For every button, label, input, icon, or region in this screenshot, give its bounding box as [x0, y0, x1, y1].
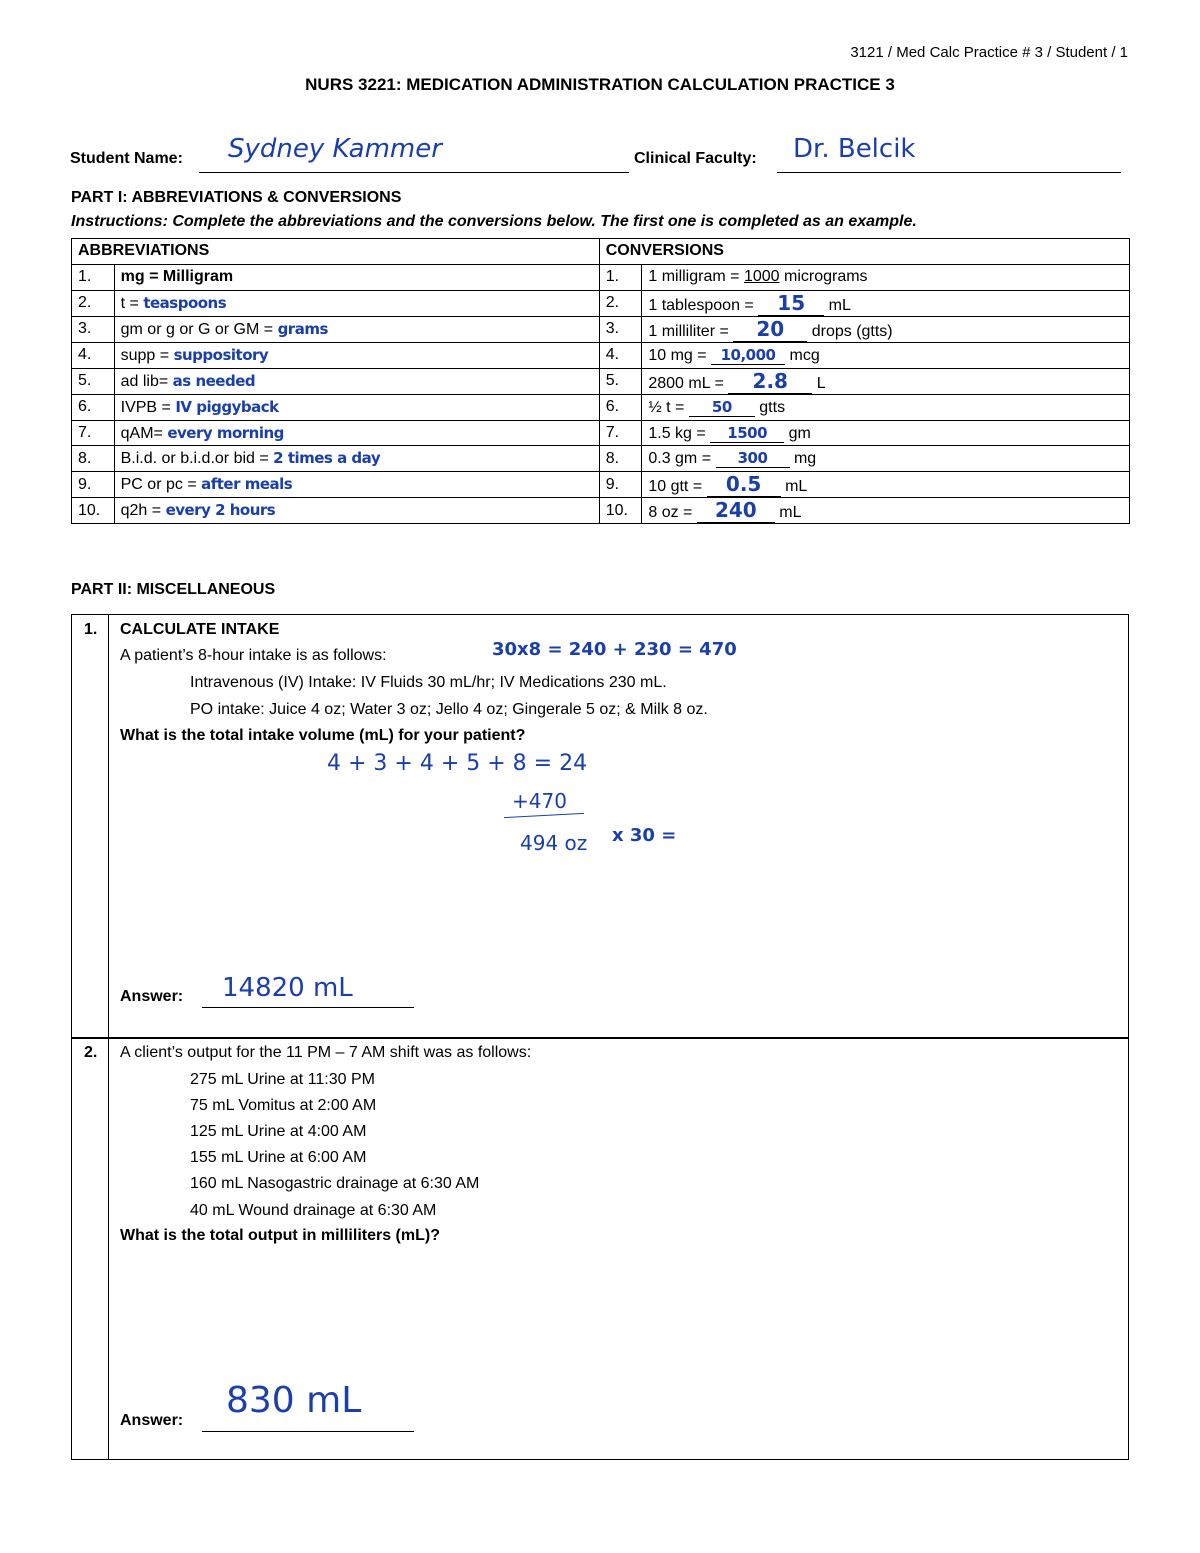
row-number: 4. — [599, 342, 642, 368]
abbreviation-answer: teaspoons — [143, 293, 227, 312]
abbreviation-cell — [114, 264, 599, 290]
table-row — [72, 420, 1130, 446]
abbreviation-cell — [114, 290, 599, 316]
conversion-unit: mcg — [789, 346, 820, 364]
answer-label: Answer: — [120, 988, 184, 1005]
conversion-prompt: 10 mg = — [648, 346, 707, 364]
abbreviation-cell — [114, 472, 599, 498]
handwritten-work: 4 + 3 + 4 + 5 + 8 = 24 — [327, 751, 588, 776]
conversion-prompt: 1.5 kg = — [648, 424, 706, 442]
conversion-prompt: 10 gtt = — [648, 478, 703, 496]
handwritten-work: x 30 = — [612, 825, 677, 846]
question-1-line2: Intravenous (IV) Intake: IV Fluids 30 mL/hr; IV Medications 230 mL. — [190, 674, 667, 691]
part1-heading: PART I: ABBREVIATIONS & CONVERSIONS — [71, 189, 402, 206]
abbreviation-answer: after meals — [201, 475, 293, 494]
abbreviation-cell — [114, 446, 599, 472]
output-item: 155 mL Urine at 6:00 AM — [190, 1149, 367, 1166]
student-name-label: Student Name: — [70, 150, 183, 167]
conversion-cell — [642, 420, 1130, 446]
page-title: NURS 3221: MEDICATION ADMINISTRATION CALCULATION PRACTICE 3 — [305, 75, 895, 94]
conversion-answer: 300 — [716, 449, 790, 468]
conversion-answer: 1000 — [743, 268, 780, 286]
conversion-cell — [642, 368, 1130, 394]
conversion-unit: gtts — [759, 398, 786, 416]
abbreviation-answer: IV piggyback — [175, 397, 279, 416]
row-number: 7. — [599, 420, 642, 446]
table-row — [72, 472, 1130, 498]
question-1-question: What is the total intake volume (mL) for your patient? — [120, 727, 526, 744]
row-number: 3. — [599, 316, 642, 342]
question-number: 1. — [72, 615, 109, 1038]
abbreviation-prompt: B.i.d. or b.i.d.or bid = — [120, 450, 269, 468]
answer-value: 14820 mL — [222, 973, 353, 1003]
conversion-answer: 10,000 — [711, 346, 785, 365]
abbreviation-prompt: q2h = — [120, 502, 162, 520]
student-name-line — [199, 172, 629, 173]
clinical-faculty-value: Dr. Belcik — [793, 134, 916, 164]
abbreviation-answer: grams — [277, 319, 328, 338]
abbreviation-answer: 2 times a day — [273, 449, 381, 468]
question-number: 2. — [72, 1038, 109, 1459]
abbreviation-cell — [114, 420, 599, 446]
conversion-answer: 240 — [697, 498, 775, 523]
abbreviation-prompt: gm or g or G or GM = — [120, 320, 274, 338]
row-number: 5. — [72, 368, 115, 394]
row-number: 8. — [599, 446, 642, 472]
question-2-question: What is the total output in milliliters (mL)? — [120, 1227, 440, 1244]
table-row — [72, 498, 1130, 524]
conversion-cell — [642, 498, 1130, 524]
row-number: 10. — [599, 498, 642, 524]
abbreviation-prompt: supp = — [120, 346, 170, 364]
clinical-faculty-label: Clinical Faculty: — [634, 150, 757, 167]
abbreviation-prompt: t = — [120, 294, 139, 312]
row-number: 5. — [599, 368, 642, 394]
abbreviation-answer: as needed — [172, 371, 256, 390]
conversion-unit: drops (gtts) — [811, 322, 893, 340]
abbreviation-answer: every 2 hours — [165, 501, 276, 520]
conversion-prompt: 8 oz = — [648, 504, 693, 522]
conversion-prompt: 1 tablespoon = — [648, 296, 754, 314]
conversion-cell — [642, 316, 1130, 342]
conversion-answer: 2.8 — [728, 369, 812, 394]
row-number: 10. — [72, 498, 115, 524]
output-item: 75 mL Vomitus at 2:00 AM — [190, 1097, 377, 1114]
conversion-cell — [642, 472, 1130, 498]
conversion-unit: mL — [828, 296, 851, 314]
answer-line — [202, 1431, 414, 1432]
output-item: 125 mL Urine at 4:00 AM — [190, 1123, 367, 1140]
answer-line — [202, 1007, 414, 1008]
handwritten-rule — [504, 813, 584, 818]
conversion-unit: mL — [785, 478, 808, 496]
conversion-prompt: 0.3 gm = — [648, 450, 712, 468]
table-row — [72, 264, 1130, 290]
conversion-prompt: 2800 mL = — [648, 374, 724, 392]
conversion-unit: L — [816, 374, 826, 392]
conversion-unit: micrograms — [783, 268, 868, 286]
row-number: 9. — [72, 472, 115, 498]
part1-instructions: Instructions: Complete the abbreviations and the conversions below. The first one is completed as an example. — [71, 213, 917, 230]
page-reference: 3121 / Med Calc Practice # 3 / Student / 1 — [850, 44, 1128, 61]
handwritten-work: 30x8 = 240 + 230 = 470 — [492, 639, 737, 660]
abbreviations-conversions-table — [71, 238, 1130, 524]
question-1-line3: PO intake: Juice 4 oz; Water 3 oz; Jello 4 oz; Gingerale 5 oz; & Milk 8 oz. — [190, 701, 708, 718]
abbreviation-prompt: qAM= — [120, 424, 163, 442]
handwritten-work: 494 oz — [520, 831, 588, 855]
table-row — [72, 316, 1130, 342]
abbreviation-answer: every morning — [167, 423, 284, 442]
row-number: 1. — [72, 264, 115, 290]
row-number: 6. — [599, 394, 642, 420]
abbreviation-cell — [114, 342, 599, 368]
conversion-answer: 20 — [733, 317, 807, 342]
handwritten-work: +470 — [512, 789, 567, 813]
table-row — [72, 290, 1130, 316]
conversions-header: CONVERSIONS — [599, 239, 1129, 265]
conversion-answer: 15 — [758, 291, 824, 316]
part2-heading: PART II: MISCELLANEOUS — [71, 581, 276, 598]
row-number: 8. — [72, 446, 115, 472]
output-item: 275 mL Urine at 11:30 PM — [190, 1071, 375, 1088]
conversion-prompt: 1 milligram = — [648, 268, 740, 286]
abbreviation-prompt: ad lib= — [120, 372, 169, 390]
output-item: 160 mL Nasogastric drainage at 6:30 AM — [190, 1175, 480, 1192]
abbreviation-cell — [114, 394, 599, 420]
table-row — [72, 446, 1130, 472]
row-number: 7. — [72, 420, 115, 446]
abbreviation-cell — [114, 368, 599, 394]
table-row — [72, 342, 1130, 368]
question-1-line1: A patient’s 8-hour intake is as follows: — [120, 647, 387, 664]
conversion-answer: 0.5 — [707, 472, 781, 497]
clinical-faculty-line — [777, 172, 1121, 173]
question-2-line1: A client’s output for the 11 PM – 7 AM shift was as follows: — [120, 1044, 532, 1061]
conversion-answer: 50 — [689, 398, 755, 417]
conversion-unit: mg — [793, 450, 817, 468]
table-row — [72, 368, 1130, 394]
row-number: 6. — [72, 394, 115, 420]
answer-label: Answer: — [120, 1412, 184, 1429]
output-item: 40 mL Wound drainage at 6:30 AM — [190, 1202, 437, 1219]
row-number: 3. — [72, 316, 115, 342]
conversion-cell — [642, 290, 1130, 316]
conversion-cell — [642, 264, 1130, 290]
row-number: 9. — [599, 472, 642, 498]
row-number: 4. — [72, 342, 115, 368]
conversion-unit: gm — [788, 424, 811, 442]
abbreviation-cell — [114, 498, 599, 524]
row-number: 2. — [599, 290, 642, 316]
conversion-unit: mL — [779, 504, 802, 522]
question-1-title: CALCULATE INTAKE — [120, 621, 280, 638]
abbreviations-header: ABBREVIATIONS — [72, 239, 600, 265]
table-row — [72, 394, 1130, 420]
conversion-answer: 1500 — [710, 424, 784, 443]
student-name-value: Sydney Kammer — [228, 134, 442, 164]
conversion-prompt: ½ t = — [648, 398, 685, 416]
conversion-cell — [642, 446, 1130, 472]
conversion-cell — [642, 342, 1130, 368]
question-2-box — [71, 1037, 1129, 1460]
abbreviation-cell — [114, 316, 599, 342]
conversion-prompt: 1 milliliter = — [648, 322, 729, 340]
question-1-box — [71, 614, 1129, 1039]
conversion-cell — [642, 394, 1130, 420]
row-number: 1. — [599, 264, 642, 290]
answer-value: 830 mL — [226, 1380, 362, 1421]
abbreviation-prompt: IVPB = — [120, 398, 171, 416]
abbreviation-prompt: PC or pc = — [120, 476, 197, 494]
abbreviation-prompt: mg = Milligram — [120, 268, 234, 286]
row-number: 2. — [72, 290, 115, 316]
abbreviation-answer: suppository — [173, 345, 269, 364]
